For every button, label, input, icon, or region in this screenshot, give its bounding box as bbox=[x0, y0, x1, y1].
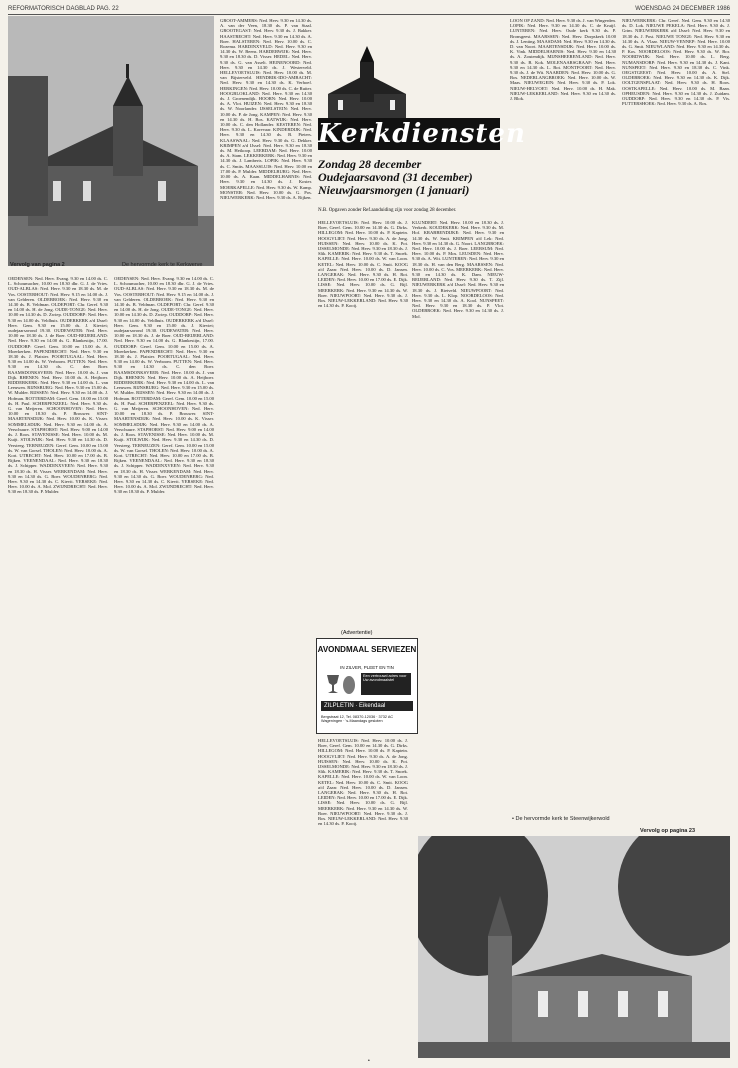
chalice-icon bbox=[323, 673, 357, 697]
header-left: REFORMATORISCH DAGBLAD PAG. 22 bbox=[8, 6, 119, 12]
column-3b-text: HELLEVOETSLUIS: Ned. Herv. 10.00 ds. J. Boer, Geref. Gem. 10.00 en 14.30 ds. G. Dirks. HILLEGOM: Ned. Herv. 10.00 ds. P. Kaptein. HOOGVLIET: Ned. Herv. 9.30 ds. A. de Jong. HUISSEN: Ned. Herv. 10.00 ds. K. Pot. IJSSELMONDE: Ned. Herv. 9.30 en 18.30 ds. J. Slik. KAMERIK: Ned. Herv. 9.30 ds. T. Snoek. KAPELLE: Ned. Herv. 10.00 ds. W. van Loon. KETEL: Ned. Herv. 10.00 ds. C. Smit. KOOG a/d Zaan: Ned. Herv. 10.00 ds. D. Jansen. LANGERAK: Ned. Herv. 9.30 ds. H. Rot. LEIDEN: Ned. Herv. 10.00 en 17.00 ds. E. Dijk. LISSE: Ned. Herv. 10.00 ds. G. Bijl. MEERKERK: Ned. Herv. 9.30 en 14.30 ds. W. Boer. NIEUWPOORT: Ned. Herv. 9.30 ds. J. Bos. NIEUW-LEKKERLAND: Ned. Herv. 9.30 en 14.30 ds. P. Kooij. bbox=[318, 738, 408, 827]
header-right: WOENSDAG 24 DECEMBER 1986 bbox=[635, 6, 730, 12]
ad-address: Bergstraat 12, Tel. 08370-12036 · 3732 AC Wageningen · 's-Maandags gesloten bbox=[321, 715, 394, 724]
column-6 bbox=[622, 18, 730, 808]
column-1 bbox=[8, 276, 108, 1058]
photo-left-caption bbox=[122, 262, 214, 268]
column-1-text: OEDENSEN: Ned. Herv. Evang. 9.30 en 14.00 ds. C. L. Schoumacher, 10.00 en 18.30 dhr. G. J. de Vries. OUD-ALBLAS: Ned. Herv. 9.30 en 18.30 ds. M. de Vos. OOSTERHOUT: Ned. Herv. 9.15 en 14.00 ds. J. van Gelderen. OLDEBROEK: Ned. Herv. 9.30 en 14.30 ds. B. Veldman. OLDEPORT: Chr. Geref. 9.30 en 14.00 ds. H. de Jong. OUDE-TONGE: Ned. Herv. 10.00 en 14.30 ds. D. Zwiep. OUDDORP: Ned. Herv. 9.30 en 14.00 ds. Veldhuis. OUDERKERK a/d IJssel: Herv. Gem. 9.30 en 15.00 ds. J. Kieviet; oudejaarsavond 19.30. OUDEWATER: Ned. Herv. 10.00 en 18.30 ds. J. de Boer. OUD-BEIJERLAND: Ned. Herv. 9.30 en 14.00 ds. G. Blankestijn, 17.00. OUDDORP: Geref. Gem. 10.00 en 15.00 ds. A. Moerkerken. PAPENDRECHT: Ned. Herv. 9.30 en 18.30 ds. J. Plaisier. POORTUGAAL: Ned. Herv. 9.30 en 14.00 ds. W. Verboom. PUTTEN: Ned. Herv. 9.30 en 14.30 ds. C. den Boer. RAAMSDONKSVEER: Ned. Herv. 10.00 ds. J. van Dijk. RHENEN: Ned. Herv. 10.00 ds. A. Heijboer. RIDDERKERK: Ned. Herv. 9.30 en 14.00 ds. L. van Leeuwen. RIJNSBURG: Ned. Herv. 9.30 en 15.00 ds. W. Mulder. RIJSSEN: Ned. Herv. 9.30 en 14.00 ds. J. Hofman. ROTTERDAM: Geref. Gem. 10.00 en 15.00 ds. H. Paul. SCHERPENZEEL: Ned. Herv. 9.30 ds. G. van Meijeren. SCHOONHOVEN: Ned. Herv. 10.00 en 18.30 ds. P. Brouwer. SINT-MAARTENSDIJK: Ned. Herv. 10.00 ds. K. Visser. SOMMELSDIJK: Ned. Herv. 9.30 en 14.00 ds. A. Verschuure. STAPHORST: Ned. Herv. 9.00 en 14.00 ds. J. Roos. STAVENISSE: Ned. Herv. 10.00 ds. M. Kuijt. STOLWIJK: Ned. Herv. 9.30 en 14.30 ds. D. Versteeg. TERNEUZEN: Geref. Gem. 10.00 en 15.00 ds. W. van Gorsel. THOLEN: Ned. Herv. 10.00 ds. A. Kort. UTRECHT: Ned. Herv. 10.00 en 17.00 ds. B. Rijken. VEENENDAAL: Ned. Herv. 9.30 en 18.30 ds. J. Schipper. WADDINXVEEN: Ned. Herv. 9.30 en 18.30 ds. H. Visser. WERKENDAM: Ned. Herv. 9.30 en 14.30 ds. G. Boer. WOUDENBERG: Ned. Herv. 9.30 en 14.30 ds. C. Kievit. YERSEKE: Ned. Herv. 10.00 ds. A. Mol. ZWIJNDRECHT: Ned. Herv. 9.30 en 18.30 ds. P. Mulder. bbox=[8, 276, 108, 495]
column-5 bbox=[510, 18, 616, 808]
advertisement bbox=[316, 630, 418, 734]
photo-bottom-caption-text: De hervormde kerk te Steenwijkerwold bbox=[515, 816, 610, 822]
vervolg-op-label: Vervolg op pagina 23 bbox=[640, 828, 696, 834]
church-illustration-left bbox=[8, 16, 214, 266]
kerkdiensten-note: N.B. Opgaven zonder Ref.aanduiding zijn voor zondag 28 december. bbox=[318, 208, 457, 213]
ad-label: (Advertentie) bbox=[341, 630, 373, 636]
column-1b bbox=[114, 276, 214, 1058]
photo-bottom-caption bbox=[512, 816, 622, 822]
kerkdiensten-subhead bbox=[318, 158, 500, 197]
vervolg-label: Vervolg van pagina 2 bbox=[10, 262, 65, 268]
vervolg-op-pagina bbox=[640, 828, 695, 834]
column-3-text: HELLEVOETSLUIS: Ned. Herv. 10.00 ds. J. Boer, Geref. Gem. 10.00 en 14.30 ds. G. Dirks. HILLEGOM: Ned. Herv. 10.00 ds. P. Kaptein. HOOGVLIET: Ned. Herv. 9.30 ds. A. de Jong. HUISSEN: Ned. Herv. 10.00 ds. K. Pot. IJSSELMONDE: Ned. Herv. 9.30 en 18.30 ds. J. Slik. KAMERIK: Ned. Herv. 9.30 ds. T. Snoek. KAPELLE: Ned. Herv. 10.00 ds. W. van Loon. KETEL: Ned. Herv. 10.00 ds. C. Smit. KOOG a/d Zaan: Ned. Herv. 10.00 ds. D. Jansen. LANGERAK: Ned. Herv. 9.30 ds. H. Rot. LEIDEN: Ned. Herv. 10.00 en 17.00 ds. E. Dijk. LISSE: Ned. Herv. 10.00 ds. G. Bijl. MEERKERK: Ned. Herv. 9.30 en 14.30 ds. W. Boer. NIEUWPOORT: Ned. Herv. 9.30 ds. J. Bos. NIEUW-LEKKERLAND: Ned. Herv. 9.30 en 14.30 ds. P. Kooij. bbox=[318, 220, 408, 309]
column-6-text: NIEUWERKERK: Chr. Geref. Ned. Gem. 9.30 en 14.30 ds. D. Lok. NIEUWE PEKELA: Ned. Herv. 9.30 ds. J. Grim. NIEUWERKERK a/d IJssel: Ned. Herv. 9.30 en 18.30 ds. J. Post. NIEUWE TONGE: Ned. Herv. 9.30 en 14.30 ds. A. Vlaar. NIEUW-VENNEP: Ned. Herv. 10.00 ds. G. Smit. NIEUWLAND: Ned. Herv. 9.30 en 14.30 ds. P. Kos. NOORDELOOS: Ned. Herv. 9.30 ds. W. Bor. NOORDWIJK: Ned. Herv. 10.00 ds. L. Berg. NUMANSDORP: Ned. Herv. 9.30 en 14.30 ds. J. Kant. NUNSPEET: Ned. Herv. 9.30 en 18.30 ds. C. Vink. OEGSTGEEST: Ned. Herv. 10.00 ds. A. Stel. OLDEBROEK: Ned. Herv. 9.30 en 14.30 ds. K. Dijk. OOLTGENSPLAAT: Ned. Herv. 9.30 ds. H. Roos. OOSTKAPELLE: Ned. Herv. 10.00 ds. M. Baan. OPHEUSDEN: Ned. Herv. 9.30 en 14.30 ds. J. Zuidam. OUDDORP: Ned. Herv. 9.30 en 14.30 ds. P. Vis. PUTTERSHOEK: Ned. Herv. 9.30 ds. A. Ros. bbox=[622, 18, 730, 107]
column-3b bbox=[318, 738, 408, 1058]
church-photo-bottom bbox=[418, 836, 730, 1058]
ad-slogan-box: Een vertrouwd adres voor Uw avondmaalstel bbox=[361, 673, 411, 695]
column-4 bbox=[412, 220, 504, 750]
subhead-line-2: Oudejaarsavond (31 december) bbox=[318, 170, 473, 184]
photo-left-caption-vervolg bbox=[10, 262, 65, 268]
ad-logo: ZILPLETIN · Eikendaal bbox=[321, 701, 413, 711]
subhead-line-1: Zondag 28 december bbox=[318, 157, 422, 171]
kerkdiensten-banner: Kerkdiensten bbox=[318, 119, 526, 149]
church-photo-left bbox=[8, 16, 214, 266]
subhead-line-3: Nieuwjaarsmorgen (1 januari) bbox=[318, 183, 470, 197]
ad-subheading: IN ZILVER, PLEET EN TIN bbox=[340, 665, 394, 670]
column-1b-text: OEDENSEN: Ned. Herv. Evang. 9.30 en 14.00 ds. C. L. Schoumacher, 10.00 en 18.30 dhr. G. J. de Vries. OUD-ALBLAS: Ned. Herv. 9.30 en 18.30 ds. M. de Vos. OOSTERHOUT: Ned. Herv. 9.15 en 14.00 ds. J. van Gelderen. OLDEBROEK: Ned. Herv. 9.30 en 14.30 ds. B. Veldman. OLDEPORT: Chr. Geref. 9.30 en 14.00 ds. H. de Jong. OUDE-TONGE: Ned. Herv. 10.00 en 14.30 ds. D. Zwiep. OUDDORP: Ned. Herv. 9.30 en 14.00 ds. Veldhuis. OUDERKERK a/d IJssel: Herv. Gem. 9.30 en 15.00 ds. J. Kieviet; oudejaarsavond 19.30. OUDEWATER: Ned. Herv. 10.00 en 18.30 ds. J. de Boer. OUD-BEIJERLAND: Ned. Herv. 9.30 en 14.00 ds. G. Blankestijn, 17.00. OUDDORP: Geref. Gem. 10.00 en 15.00 ds. A. Moerkerken. PAPENDRECHT: Ned. Herv. 9.30 en 18.30 ds. J. Plaisier. POORTUGAAL: Ned. Herv. 9.30 en 14.00 ds. W. Verboom. PUTTEN: Ned. Herv. 9.30 en 14.30 ds. C. den Boer. RAAMSDONKSVEER: Ned. Herv. 10.00 ds. J. van Dijk. RHENEN: Ned. Herv. 10.00 ds. A. Heijboer. RIDDERKERK: Ned. Herv. 9.30 en 14.00 ds. L. van Leeuwen. RIJNSBURG: Ned. Herv. 9.30 en 15.00 ds. W. Mulder. RIJSSEN: Ned. Herv. 9.30 en 14.00 ds. J. Hofman. ROTTERDAM: Geref. Gem. 10.00 en 15.00 ds. H. Paul. SCHERPENZEEL: Ned. Herv. 9.30 ds. G. van Meijeren. SCHOONHOVEN: Ned. Herv. 10.00 en 18.30 ds. P. Brouwer. SINT-MAARTENSDIJK: Ned. Herv. 10.00 ds. K. Visser. SOMMELSDIJK: Ned. Herv. 9.30 en 14.00 ds. A. Verschuure. STAPHORST: Ned. Herv. 9.00 en 14.00 ds. J. Roos. STAVENISSE: Ned. Herv. 10.00 ds. M. Kuijt. STOLWIJK: Ned. Herv. 9.30 en 14.30 ds. D. Versteeg. TERNEUZEN: Geref. Gem. 10.00 en 15.00 ds. W. van Gorsel. THOLEN: Ned. Herv. 10.00 ds. A. Kort. UTRECHT: Ned. Herv. 10.00 en 17.00 ds. B. Rijken. VEENENDAAL: Ned. Herv. 9.30 en 18.30 ds. J. Schipper. WADDINXVEEN: Ned. Herv. 9.30 en 18.30 ds. H. Visser. WERKENDAM: Ned. Herv. 9.30 en 14.30 ds. G. Boer. WOUDENBERG: Ned. Herv. 9.30 en 14.30 ds. C. Kievit. YERSEKE: Ned. Herv. 10.00 ds. A. Mol. ZWIJNDRECHT: Ned. Herv. 9.30 en 18.30 ds. P. Mulder. bbox=[114, 276, 214, 495]
column-4-text: KLUNDERT: Ned. Herv. 10.00 en 18.30 ds. J. Verkerk. KOUDEKERK: Ned. Herv. 9.30 ds. M. Hof. KRABBENDIJKE: Ned. Herv. 9.30 en 14.30 ds. W. Smit. KRIMPEN a/d Lek: Ned. Herv. 9.30 en 14.30 ds. G. Noort. LANGBROEK: Ned. Herv. 10.00 ds. J. Boer. LEERSUM: Ned. Herv. 10.00 ds. P. Mos. LEUSDEN: Ned. Herv. 9.30 ds. A. Wit. LUNTEREN: Ned. Herv. 9.30 en 18.30 ds. H. van den Berg. MAARSSEN: Ned. Herv. 10.00 ds. C. Vos. MEERKERK: Ned. Herv. 9.30 en 14.30 ds. K. Dam. NIEUW-BEIJERLAND: Ned. Herv. 9.30 ds. T. Zijl. NIEUWERKERK a/d IJssel: Ned. Herv. 9.30 en 18.30 ds. J. Rietveld. NIEUWPOORT: Ned. Herv. 9.30 ds. L. Klop. NOORDELOOS: Ned. Herv. 9.30 en 14.30 ds. A. Kool. NUNSPEET: Ned. Herv. 9.30 en 18.30 ds. P. Vlot. OLDEBROEK: Ned. Herv. 9.30 en 14.30 ds. J. Mol. bbox=[412, 220, 504, 319]
ad-heading: AVONDMAAL SERVIEZEN bbox=[317, 645, 417, 654]
column-3 bbox=[318, 220, 408, 630]
column-2-text: GROOT-AMMERS: Ned. Herv. 9.30 en 14.30 ds. A. van der Veen, 18.30 ds. P. van Staal. GROOTEGAST: Ned. Herv. 9.30 ds. J. Bakker. HAASTRECHT: Ned. Herv. 9.30 en 14.30 ds. A. Boer. HALSTEREN: Ned. Herv. 10.00 ds. C. Rozema. HARDINXVELD: Ned. Herv. 9.30 en 14.30 ds. W. Beens. HARDERWIJK: Ned. Herv. 9.30 en 18.30 ds. D. Visser. HEDEL: Ned. Herv. 9.30 ds. G. van Asselt. HEINENOORD: Ned. Herv. 9.30 en 14.30 ds. J. Westerveld. HELLEVOETSLUIS: Ned. Herv. 10.00 ds. M. van Bijsterveld. HENDRIK-IDO-AMBACHT: Ned. Herv. 9.30 en 14.30 ds. K. Verhoef. HERKINGEN: Ned. Herv. 10.00 ds. C. de Ruiter. HOOGBLOKLAND: Ned. Herv. 9.30 en 14.30 ds. J. Groenendijk. HOORN: Ned. Herv. 10.00 ds. A. Vlot. HUIZEN: Ned. Herv. 9.30 en 18.30 ds. W. Noorlander. IJSSELSTEIN: Ned. Herv. 10.00 ds. P. de Jong. KAMPEN: Ned. Herv. 9.30 en 14.30 ds. H. Bos. KATWIJK: Ned. Herv. 10.00 ds. C. den Hollander. KESTEREN: Ned. Herv. 9.30 ds. L. Korevaar. KINDERDIJK: Ned. Herv. 9.30 en 14.30 ds. B. Pieters. KLAASWAAL: Ned. Herv. 9.30 ds. G. Dekker. KRIMPEN a/d IJssel: Ned. Herv. 9.30 en 18.30 ds. M. Heikoop. LEERDAM: Ned. Herv. 10.00 ds. A. Stam. LEKKERKERK: Ned. Herv. 9.30 en 14.30 ds. J. Lamberts. LOPIK: Ned. Herv. 9.30 ds. C. Smits. MAASSLUIS: Ned. Herv. 10.00 en 17.00 ds. P. Mulder. MIDDELBURG: Ned. Herv. 10.00 ds. A. Kaan. MIDDELHARNIS: Ned. Herv. 9.30 en 14.30 ds. J. Koster. MOERKAPELLE: Ned. Herv. 9.30 ds. W. Kamp. MONSTER: Ned. Herv. 10.00 ds. G. Pos. NIEUWERKERK: Ned. Herv. 9.30 ds. A. Rijken. bbox=[220, 18, 312, 200]
photo-left-caption-text: De hervormde kerk te Kerkwerve bbox=[122, 262, 203, 268]
header-rule bbox=[8, 14, 730, 15]
column-2 bbox=[220, 18, 312, 1058]
church-illustration-bottom bbox=[418, 836, 730, 1058]
page-dot: • bbox=[368, 1058, 370, 1064]
caption-bullet: • bbox=[512, 816, 514, 822]
church-logo-icon bbox=[318, 44, 416, 120]
column-5-text: LOON OP ZAND: Ned. Herv. 9.30 ds. J. van Wingerden. LOPIK: Ned. Herv. 9.30 en 14.30 ds. C. de Kruijf. LUNTEREN: Ned. Herv. Oude kerk 9.30 ds. P. Bronsgeest. MAARSSEN: Ned. Herv. Dorpskerk 10.00 ds. J. Lenting. MAASDAM: Ned. Herv. 9.30 en 14.30 ds. D. van Noort. MAARTENSDIJK: Ned. Herv. 10.00 ds. K. Vink. MIDDELHARNIS: Ned. Herv. 9.30 en 14.30 ds. A. Zoutendijk. MIJNSHEERENLAND: Ned. Herv. 9.30 ds. B. Kok. MOLENAARSGRAAF: Ned. Herv. 9.30 en 14.30 ds. L. Bot. MONTFOORT: Ned. Herv. 9.30 ds. J. de Wit. NAARDEN: Ned. Herv. 10.00 ds. G. Bos. NEDERLANGBROEK: Ned. Herv. 10.00 ds. W. Maas. NIEUWEGEIN: Ned. Herv. 9.30 ds. P. Lok. NIEUW-HELVOET: Ned. Herv. 10.00 ds. H. Mak. NIEUW-LEKKERLAND: Ned. Herv. 9.30 en 14.30 ds. J. Blok. bbox=[510, 18, 616, 102]
